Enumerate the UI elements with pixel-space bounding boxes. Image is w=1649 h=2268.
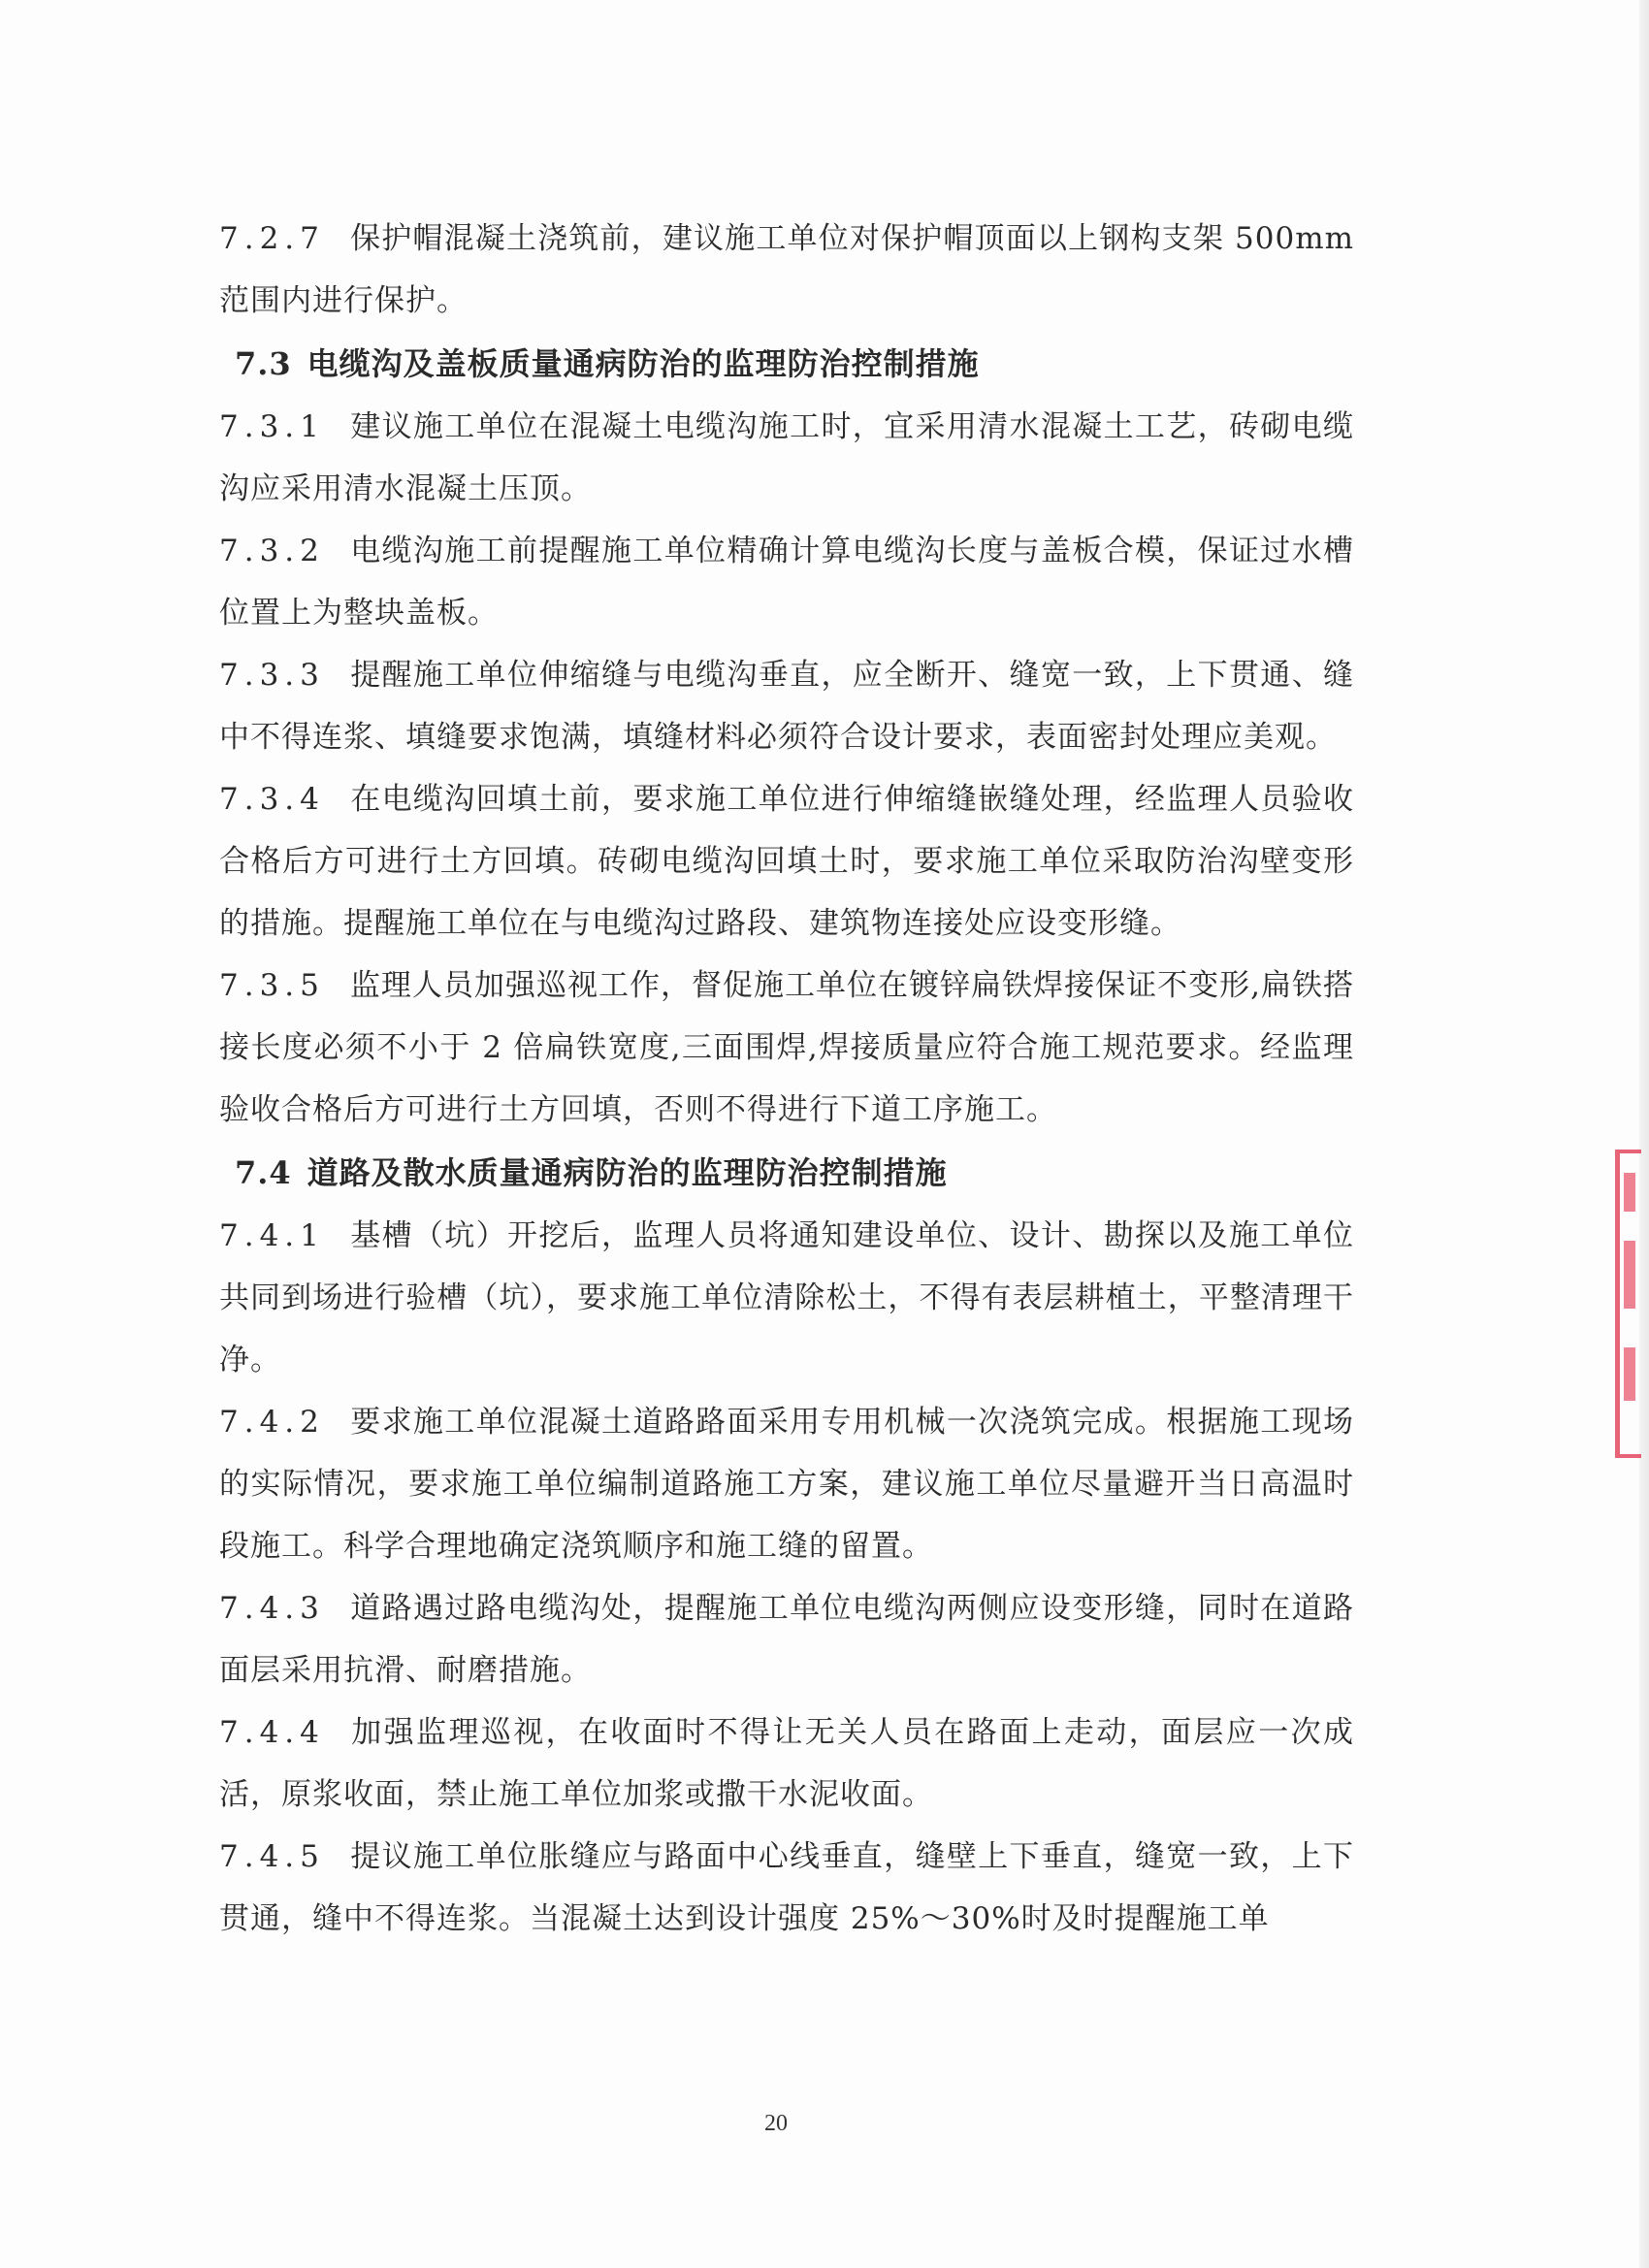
clause-text: 加强监理巡视，在收面时不得让无关人员在路面上走动，面层应一次成活，原浆收面，禁止施工单位加浆或撒干水泥收面。 bbox=[219, 1715, 1354, 1812]
clause-number: 7.4.1 bbox=[219, 1218, 325, 1253]
clause-number: 7.4.2 bbox=[219, 1405, 325, 1440]
clause-text: 基槽（坑）开挖后，监理人员将通知建设单位、设计、勘探以及施工单位共同到场进行验槽（坑），要求施工单位清除松土，不得有表层耕植土，平整清理干净。 bbox=[219, 1218, 1354, 1377]
paragraph-7-3-5 bbox=[219, 955, 1354, 1141]
paragraph-7-4-4 bbox=[219, 1701, 1354, 1826]
scan-edge bbox=[1639, 0, 1649, 2268]
section-number: 7.3 bbox=[235, 345, 292, 382]
clause-number: 7.3.1 bbox=[219, 409, 325, 444]
clause-text: 道路遇过路电缆沟处，提醒施工单位电缆沟两侧应设变形缝，同时在道路面层采用抗滑、耐磨措施。 bbox=[219, 1591, 1354, 1688]
clause-number: 7.4.5 bbox=[219, 1839, 325, 1874]
clause-number: 7.4.4 bbox=[219, 1715, 325, 1750]
page-number: 20 bbox=[764, 2111, 788, 2136]
paragraph-7-3-2 bbox=[219, 520, 1354, 644]
clause-text: 提议施工单位胀缝应与路面中心线垂直，缝壁上下垂直，缝宽一致，上下贯通，缝中不得连浆。当混凝土达到设计强度 25%～30%时及时提醒施工单 bbox=[219, 1839, 1354, 1936]
paragraph-7-4-2 bbox=[219, 1391, 1354, 1577]
section-number: 7.4 bbox=[235, 1154, 292, 1191]
clause-number: 7.3.4 bbox=[219, 782, 325, 817]
clause-text: 建议施工单位在混凝土电缆沟施工时，宜采用清水混凝土工艺，砖砌电缆沟应采用清水混凝土压顶。 bbox=[219, 409, 1354, 506]
clause-text: 要求施工单位混凝土道路路面采用专用机械一次浇筑完成。根据施工现场的实际情况，要求施工单位编制道路施工方案，建议施工单位尽量避开当日高温时段施工。科学合理地确定浇筑顺序和施工缝的留置。 bbox=[219, 1405, 1354, 1564]
paragraph-7-3-4 bbox=[219, 768, 1354, 955]
clause-number: 7.3.3 bbox=[219, 658, 325, 693]
paragraph-7-3-3 bbox=[219, 644, 1354, 768]
section-title: 电缆沟及盖板质量通病防治的监理防治控制措施 bbox=[307, 345, 980, 382]
clause-number: 7.3.5 bbox=[219, 968, 325, 1003]
clause-text: 监理人员加强巡视工作，督促施工单位在镀锌扁铁焊接保证不变形,扁铁搭接长度必须不小于 2 倍扁铁宽度,三面围焊,焊接质量应符合施工规范要求。经监理验收合格后方可进行土方回填，否则不得进行下道工序施工。 bbox=[219, 968, 1354, 1127]
clause-text: 在电缆沟回填土前，要求施工单位进行伸缩缝嵌缝处理，经监理人员验收合格后方可进行土方回填。砖砌电缆沟回填土时，要求施工单位采取防治沟壁变形的措施。提醒施工单位在与电缆沟过路段、建筑物连接处应设变形缝。 bbox=[219, 782, 1354, 941]
clause-number: 7.4.3 bbox=[219, 1591, 325, 1626]
section-title: 道路及散水质量通病防治的监理防治控制措施 bbox=[307, 1154, 948, 1191]
paragraph-7-4-5 bbox=[219, 1826, 1354, 1950]
section-heading-7-3 bbox=[219, 332, 1354, 396]
clause-number: 7.2.7 bbox=[219, 221, 325, 256]
clause-text: 保护帽混凝土浇筑前，建议施工单位对保护帽顶面以上钢构支架 500mm 范围内进行保护。 bbox=[219, 221, 1354, 318]
document-body bbox=[219, 208, 1354, 1950]
clause-text: 电缆沟施工前提醒施工单位精确计算电缆沟长度与盖板合模，保证过水槽位置上为整块盖板。 bbox=[219, 534, 1354, 631]
paragraph-7-4-3 bbox=[219, 1577, 1354, 1701]
paragraph-7-2-7 bbox=[219, 208, 1354, 332]
seal-stamp-fragment bbox=[1615, 1150, 1641, 1458]
clause-number: 7.3.2 bbox=[219, 534, 325, 568]
section-heading-7-4 bbox=[219, 1141, 1354, 1205]
paragraph-7-3-1 bbox=[219, 396, 1354, 520]
clause-text: 提醒施工单位伸缩缝与电缆沟垂直，应全断开、缝宽一致，上下贯通、缝中不得连浆、填缝要求饱满，填缝材料必须符合设计要求，表面密封处理应美观。 bbox=[219, 658, 1354, 755]
paragraph-7-4-1 bbox=[219, 1205, 1354, 1391]
